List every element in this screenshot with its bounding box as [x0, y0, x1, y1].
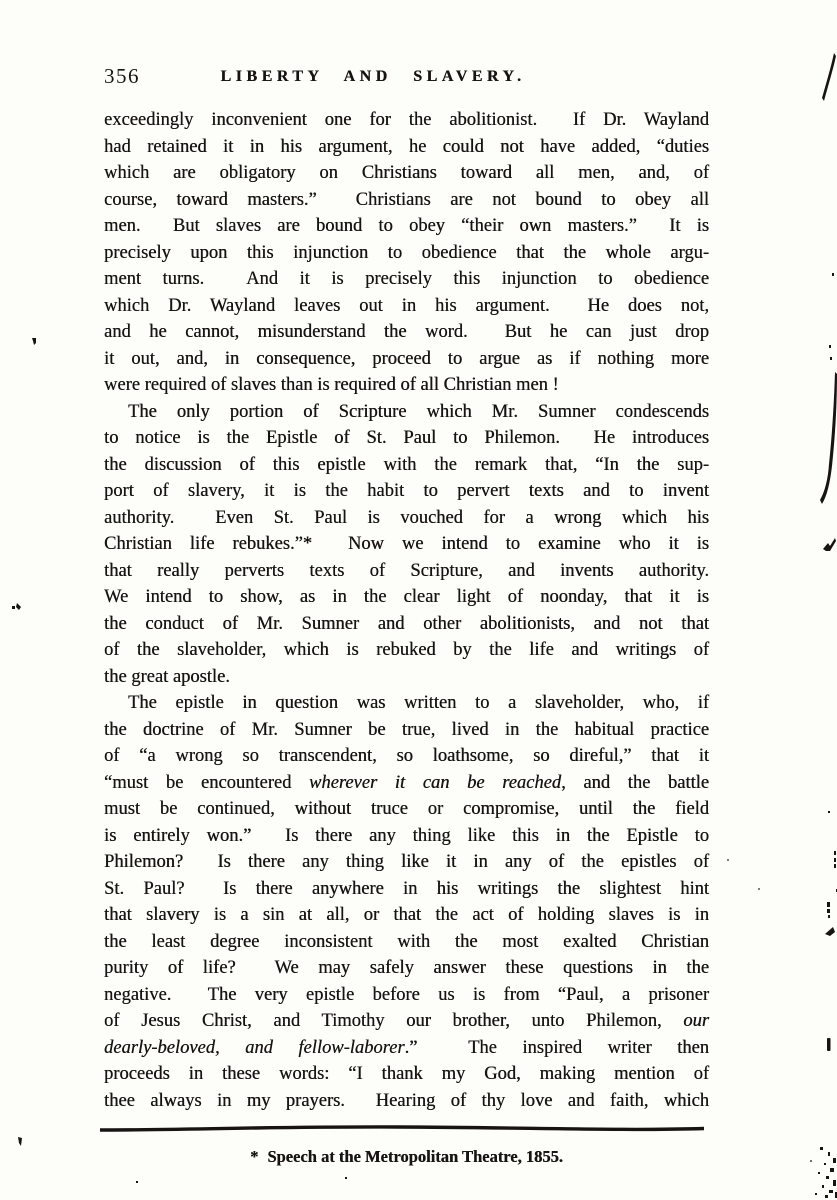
text-line	[104, 717, 709, 744]
text-segment: purity of life? We may safely answer these questions in the	[104, 958, 709, 978]
paragraph	[104, 399, 709, 691]
italic-text-segment: dearly-beloved, and fellow-laborer	[104, 1037, 405, 1058]
text-segment: is entirely won.” Is there any thing like this in the Epistle to	[104, 825, 709, 846]
text-segment: thee always in my prayers. Hearing of thy love and faith, which	[104, 1090, 709, 1111]
text-line	[104, 425, 709, 452]
text-line	[104, 319, 709, 346]
apostrophe-speck-artifact	[18, 1137, 22, 1146]
text-segment: The epistle in question was written to a slaveholder, who, if	[128, 693, 709, 713]
text-segment: Christian life rebukes.”* Now we intend to examine who it is	[104, 534, 709, 554]
text-segment: precisely upon this injunction to obedience that the whole argu-	[104, 242, 709, 263]
text-segment: proceeds in these words: “I thank my God, making mention of	[104, 1064, 709, 1084]
text-line	[104, 902, 709, 929]
comma-speck-artifact	[32, 338, 36, 345]
text-line	[104, 929, 709, 956]
text-segment: The only portion of Scripture which Mr. Sumner condescends	[128, 401, 709, 422]
text-segment: must be continued, without truce or compromise, until the field	[104, 799, 709, 819]
text-line	[104, 266, 709, 293]
ink-stroke-artifact	[822, 53, 836, 101]
footnote	[104, 1147, 709, 1167]
text-line	[104, 637, 709, 664]
text-segment: and he cannot, misunderstand the word. But he can just drop	[104, 322, 709, 342]
triangle-blot-artifact	[825, 927, 835, 936]
text-segment: the great apostle.	[104, 666, 230, 687]
running-title: LIBERTY AND SLAVERY.	[220, 68, 526, 85]
text-segment: that really perverts texts of Scripture, and invents authority.	[104, 560, 709, 581]
text-segment: to notice is the Epistle of St. Paul to Philemon. He introduces	[104, 428, 709, 448]
text-line	[104, 664, 709, 691]
text-segment: which Dr. Wayland leaves out in his argument. He does not,	[104, 295, 709, 316]
text-line	[104, 399, 709, 426]
footnote-text: Speech at the Metropolitan Theatre, 1855.	[267, 1147, 563, 1166]
text-line	[104, 743, 709, 770]
text-segment: ment turns. And it is precisely this injunction to obedience	[104, 269, 709, 289]
text-line	[104, 558, 709, 585]
text-line	[104, 1008, 709, 1035]
text-segment: .” The inspired writer then	[404, 1037, 710, 1058]
text-line	[104, 1035, 709, 1062]
text-segment: that slavery is a sin at all, or that the act of holding slaves is in	[104, 905, 709, 925]
text-segment: St. Paul? Is there anywhere in his writings the slightest hint	[104, 878, 709, 899]
paragraph	[104, 107, 709, 399]
check-blot-artifact	[823, 538, 836, 551]
text-segment: of “a wrong so transcendent, so loathsome, so direful,” that it	[104, 746, 709, 766]
footnote-rule	[98, 1123, 706, 1135]
text-line	[104, 849, 709, 876]
text-line	[104, 107, 709, 134]
text-line	[104, 796, 709, 823]
text-line	[104, 346, 709, 373]
text-line	[104, 1088, 709, 1115]
text-segment: We intend to show, as in the clear light of noonday, that it is	[104, 587, 709, 607]
text-line	[104, 982, 709, 1009]
text-segment: it out, and, in consequence, proceed to argue as if nothing more	[104, 348, 709, 369]
italic-text-segment: our	[683, 1011, 709, 1031]
paragraph	[104, 690, 709, 1114]
text-segment: had retained it in his argument, he could not have added, “duties	[104, 136, 709, 157]
text-line	[104, 372, 709, 399]
text-segment: the least degree inconsistent with the most exalted Christian	[104, 931, 709, 952]
text-line	[104, 160, 709, 187]
text-line	[104, 531, 709, 558]
text-line	[104, 134, 709, 161]
ink-stroke-artifact	[820, 372, 837, 504]
footnote-marker: *	[250, 1147, 259, 1166]
text-segment: of the slaveholder, which is rebuked by the life and writings of	[104, 640, 709, 660]
text-line	[104, 452, 709, 479]
text-segment: negative. The very epistle before us is from “Paul, a prisoner	[104, 984, 709, 1005]
italic-text-segment: wherever it can be reached	[308, 772, 562, 793]
text-line	[104, 213, 709, 240]
text-line	[104, 690, 709, 717]
text-segment: the doctrine of Mr. Sumner be true, lived in the habitual practice	[104, 719, 709, 740]
text-line	[104, 584, 709, 611]
text-segment: port of slavery, it is the habit to pervert texts and to invent	[104, 481, 709, 501]
text-line	[104, 876, 709, 903]
text-line	[104, 611, 709, 638]
text-line	[104, 770, 709, 797]
body-text	[104, 107, 709, 1114]
text-segment: “must be encountered	[104, 772, 309, 793]
text-line	[104, 293, 709, 320]
text-segment: exceedingly inconvenient one for the abolitionist. If Dr. Wayland	[104, 110, 709, 130]
text-segment: were required of slaves than is required of all Christian men !	[104, 375, 559, 395]
text-line	[104, 478, 709, 505]
text-line	[104, 823, 709, 850]
text-segment: the conduct of Mr. Sumner and other abolitionists, and not that	[104, 613, 709, 634]
text-segment: authority. Even St. Paul is vouched for a wrong which his	[104, 507, 709, 528]
page-number: 356	[104, 64, 140, 88]
text-segment: course, toward masters.” Christians are not bound to obey all	[104, 189, 709, 210]
text-line	[104, 187, 709, 214]
text-segment: men. But slaves are bound to obey “their own masters.” It is	[104, 216, 709, 236]
text-line	[104, 955, 709, 982]
text-segment: , and the battle	[561, 772, 710, 793]
text-segment: of Jesus Christ, and Timothy our brother, unto Philemon,	[104, 1011, 684, 1031]
speckle-cluster-artifact	[810, 1147, 837, 1198]
text-line	[104, 240, 709, 267]
text-segment: Philemon? Is there any thing like it in any of the epistles of	[104, 852, 709, 872]
text-line	[104, 505, 709, 532]
text-segment: which are obligatory on Christians toward all men, and, of	[104, 163, 709, 183]
text-line	[104, 1061, 709, 1088]
text-segment: the discussion of this epistle with the remark that, “In the sup-	[104, 454, 709, 475]
